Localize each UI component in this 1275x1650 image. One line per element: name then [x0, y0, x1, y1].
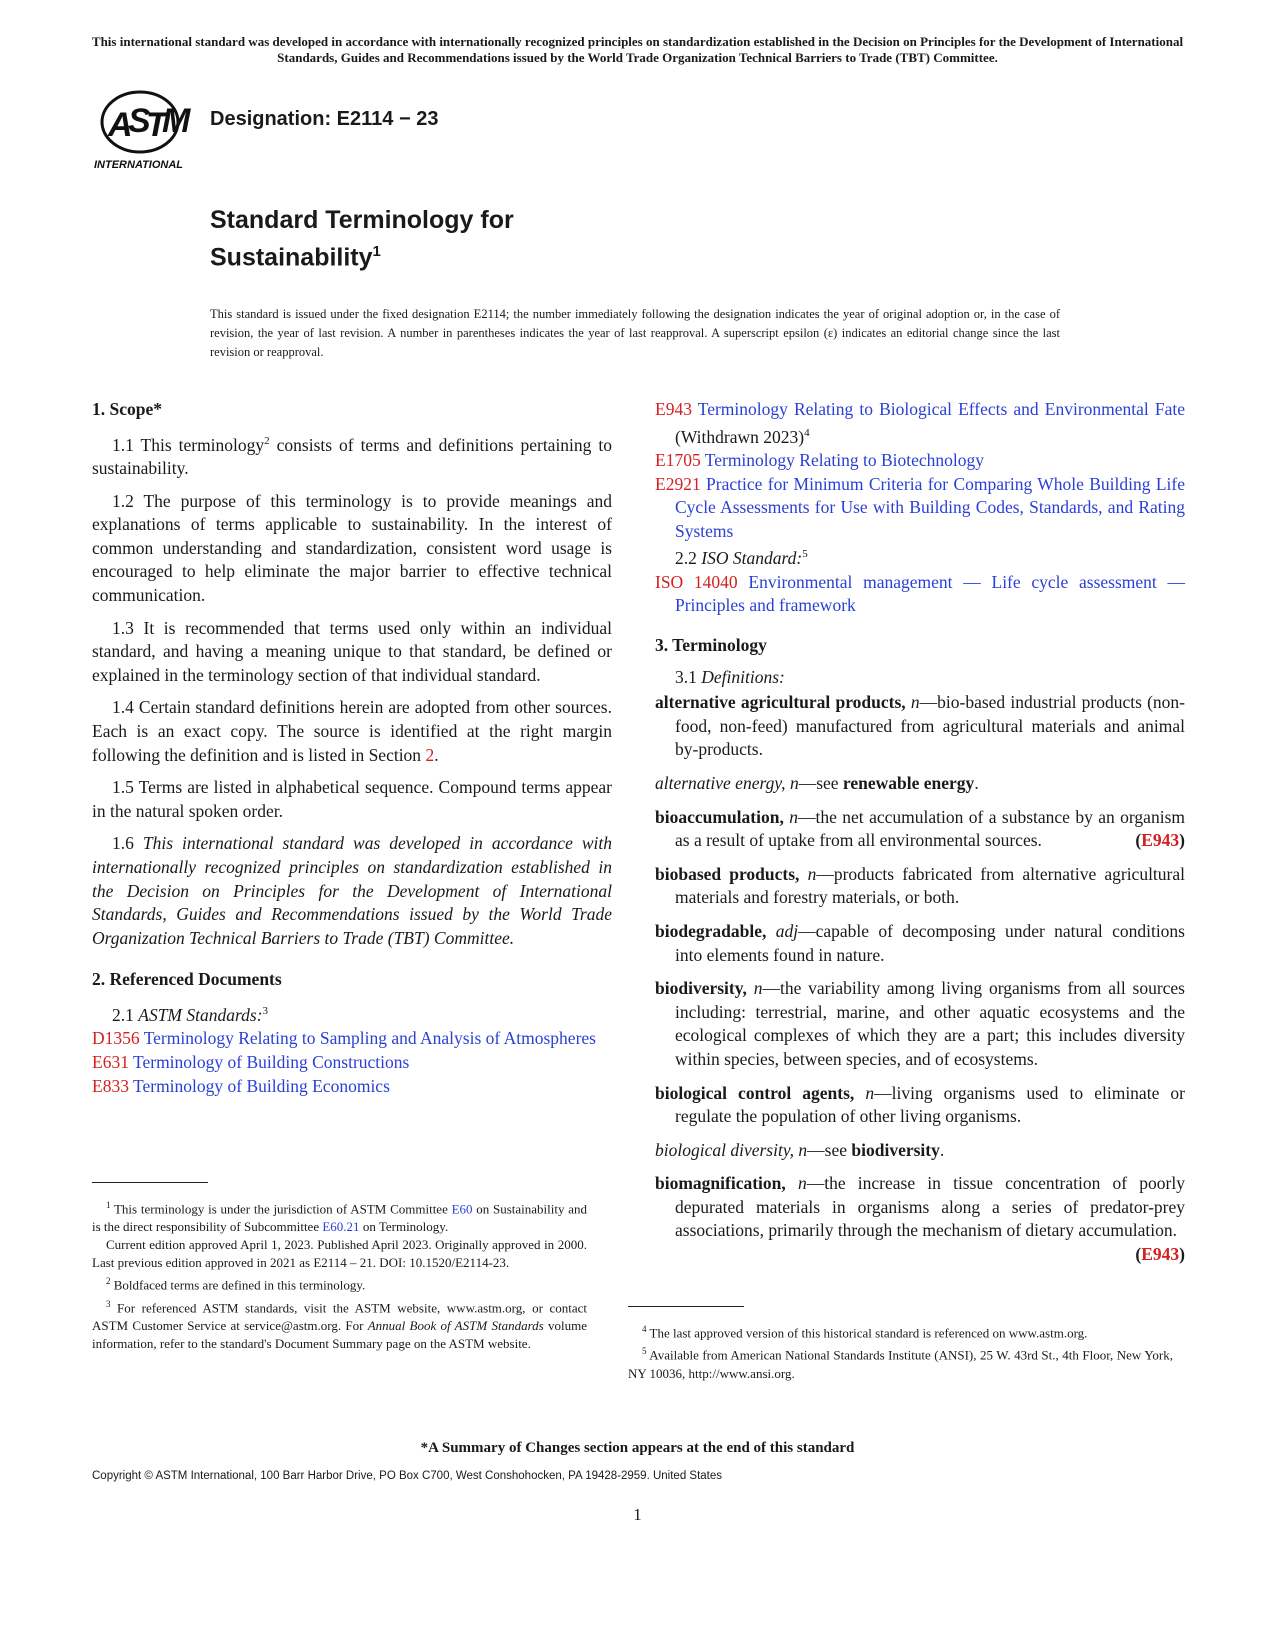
terminology-heading: 3. Terminology: [655, 635, 767, 655]
ref-e943[interactable]: E943 Terminology Relating to Biological Effects and Environmental Fate (Withdrawn 2023)$^4$: [655, 399, 1185, 447]
footnotes-left: [92, 1196, 587, 1353]
footnote-ref-3[interactable]: 3: [262, 1004, 269, 1017]
term-biomagnification: biomagnification, n—the increase in tissue concentration of poorly depurated materials in organisms along a series of predator-prey associations, primarily through the mechanism of dietary accumulation. (E943): [655, 1173, 1185, 1265]
issue-note: This standard is issued under the fixed designation E2114; the number immediately following the designation indicates the year of original adoption or, in the case of revision, the year of last revision. A number in parentheses indicates the year of last reapproval. A superscript epsilon (ε) indicates an editorial change since the last revision or reapproval.: [210, 307, 1060, 359]
ref-d1356[interactable]: D1356 Terminology Relating to Sampling and Analysis of Atmospheres: [92, 1028, 596, 1049]
title-line-2: Sustainability$^1$: [210, 243, 381, 272]
ref-iso-14040[interactable]: ISO 14040 Environmental management — Life cycle assessment — Principles and framework: [655, 571, 1186, 616]
svg-text:M: M: [162, 102, 191, 140]
astm-logo-icon: [92, 86, 192, 172]
scope-1-2: 1.2 The purpose of this terminology is to provide meanings and explanations of terms applicable to sustainability. In the interest of common understanding and standardization, consistent word usage is encouraged to help eliminate the major barrier to effective technical communication.: [92, 490, 612, 605]
footnote-4: $^4$ The last approved version of this historical standard is referenced on www.astm.org.: [642, 1324, 1088, 1341]
scope-1-6: 1.6 This international standard was developed in accordance with internationally recognized principles on standardization established in the Decision on Principles for the Development of International Standards, Guides and Recommendations issued by the World Trade Organization Technical Barriers to Trade (TBT) Committee.: [92, 833, 613, 948]
designation: Designation: E2114 − 23: [210, 108, 439, 130]
footnote-2: $^2$ Boldfaced terms are defined in this terminology.: [106, 1276, 366, 1293]
footnote-5: $^5$ Available from American National Standards Institute (ANSI), 25 W. 43rd St., 4th Floor, New York, NY 10036, http://www.ansi.org.: [628, 1346, 1173, 1381]
svg-text:A: A: [108, 106, 133, 144]
term-bioaccumulation: bioaccumulation, n—the net accumulation of a substance by an organism as a result of uptake from all environmental sources. (E943): [655, 806, 1185, 851]
footnote-rule-right: [628, 1306, 744, 1307]
footnote-ref-5[interactable]: 5: [802, 548, 808, 561]
left-column: [92, 398, 612, 1098]
svg-text:T: T: [146, 106, 167, 144]
ref-e1705[interactable]: E1705 Terminology Relating to Biotechnology: [655, 450, 984, 471]
term-alternative-agricultural-products: alternative agricultural products, n—bio-based industrial products (non-food, non-feed) manufactured from agricultural materials and animal by-products.: [655, 692, 1186, 760]
footnote-ref-2[interactable]: 2: [264, 434, 270, 447]
term-biobased-products: biobased products, n—products fabricated from alternative agricultural materials and forestry materials, or both.: [655, 863, 1186, 908]
scope-1-5: 1.5 Terms are listed in alphabetical sequence. Compound terms appear in the natural spoken order.: [92, 777, 612, 821]
cite-e943-link[interactable]: E943: [1141, 830, 1180, 851]
summary-of-changes-note: *A Summary of Changes section appears at the end of this standard: [420, 1440, 855, 1456]
referenced-heading: 2. Referenced Documents: [92, 969, 282, 990]
document-title: [210, 204, 514, 273]
term-biological-control-agents: biological control agents, n—living organisms used to eliminate or regulate the population of other living organisms.: [655, 1082, 1186, 1127]
footnote-1-edition: Current edition approved April 1, 2023. Published April 2023. Originally approved in 2000. Last previous edition approved in 2021 as E2114 – 21. DOI: 10.1520/E2114-23.: [92, 1237, 587, 1271]
scope-heading: 1. Scope*: [92, 399, 162, 419]
ref-e2921[interactable]: E2921 Practice for Minimum Criteria for Comparing Whole Building Life Cycle Assessments for Use with Building Codes, Standards, and Rating Systems: [655, 473, 1185, 541]
scope-1-4: 1.4 Certain standard definitions herein are adopted from other sources. Each is an exact copy. The source is identified at the right margin following the definition and is listed in Section 2.: [92, 697, 612, 765]
astm-logo: [92, 86, 192, 172]
svg-text:INTERNATIONAL: INTERNATIONAL: [94, 159, 184, 171]
footnote-rule-left: [92, 1182, 208, 1183]
ref-e631[interactable]: E631 Terminology of Building Constructions: [92, 1051, 410, 1072]
svg-text:S: S: [128, 102, 151, 140]
footnote-3: $^3$ For referenced ASTM standards, visit the ASTM website, www.astm.org, or contact ASTM Customer Service at service@astm.org. For Annual Book of ASTM Standards volume information, refer to the standard's Document Summary page on the ASTM website.: [92, 1298, 587, 1351]
subcommittee-e60-21-link[interactable]: E60.21: [322, 1219, 360, 1235]
definitions-label: 3.1 Definitions:: [675, 666, 785, 687]
section-2-link[interactable]: 2: [425, 744, 435, 765]
page-number: 1: [633, 1505, 642, 1524]
term-alternative-energy: alternative energy, n—see renewable energy.: [655, 772, 979, 793]
right-column: [655, 398, 1185, 1267]
footnotes-right: [628, 1320, 1173, 1383]
term-biodiversity: biodiversity, n—the variability among living organisms from all sources including: terrestrial, marine, and other aquatic ecosystems and the ecological complexes of which they are a part; this includes diversity within species, between species, and of ecosystems.: [655, 978, 1185, 1069]
astm-standards-label: 2.1 ASTM Standards:$^3$: [112, 1004, 269, 1025]
ref-e833[interactable]: E833 Terminology of Building Economics: [92, 1075, 390, 1096]
committee-e60-link[interactable]: E60: [451, 1201, 473, 1217]
title-line-1: Standard Terminology for: [210, 206, 514, 234]
iso-standard-label: 2.2 ISO Standard:$^5$: [675, 548, 808, 569]
wto-notice: This international standard was developed in accordance with internationally recognized principles on standardization established in the Decision on Principles for the Development of International Standards, Guides and Recommendations issued by the World Trade Organization Technical Barriers to Trade (TBT) Committee.: [91, 34, 1184, 65]
scope-1-3: 1.3 It is recommended that terms used only within an individual standard, and having a meaning unique to that standard, be defined or explained in the terminology section of that individual standard.: [92, 617, 612, 685]
title-footnote-ref[interactable]: 1: [372, 243, 381, 260]
footnote-1: $^1$ This terminology is under the jurisdiction of ASTM Committee E60 on Sustainability and is the direct responsibility of Subcommittee E60.21 on Terminology.: [92, 1200, 587, 1235]
copyright: Copyright © ASTM International, 100 Barr Harbor Drive, PO Box C700, West Conshohocken, PA 19428-2959. United States: [92, 1470, 723, 1482]
cite-e943-link[interactable]: E943: [1141, 1244, 1180, 1265]
scope-1-1: 1.1 This terminology$^2$ consists of terms and definitions pertaining to sustainability.: [92, 434, 612, 479]
term-biodegradable: biodegradable, adj—capable of decomposing under natural conditions into elements found in nature.: [655, 920, 1185, 965]
term-biological-diversity: biological diversity, n—see biodiversity.: [655, 1139, 945, 1160]
